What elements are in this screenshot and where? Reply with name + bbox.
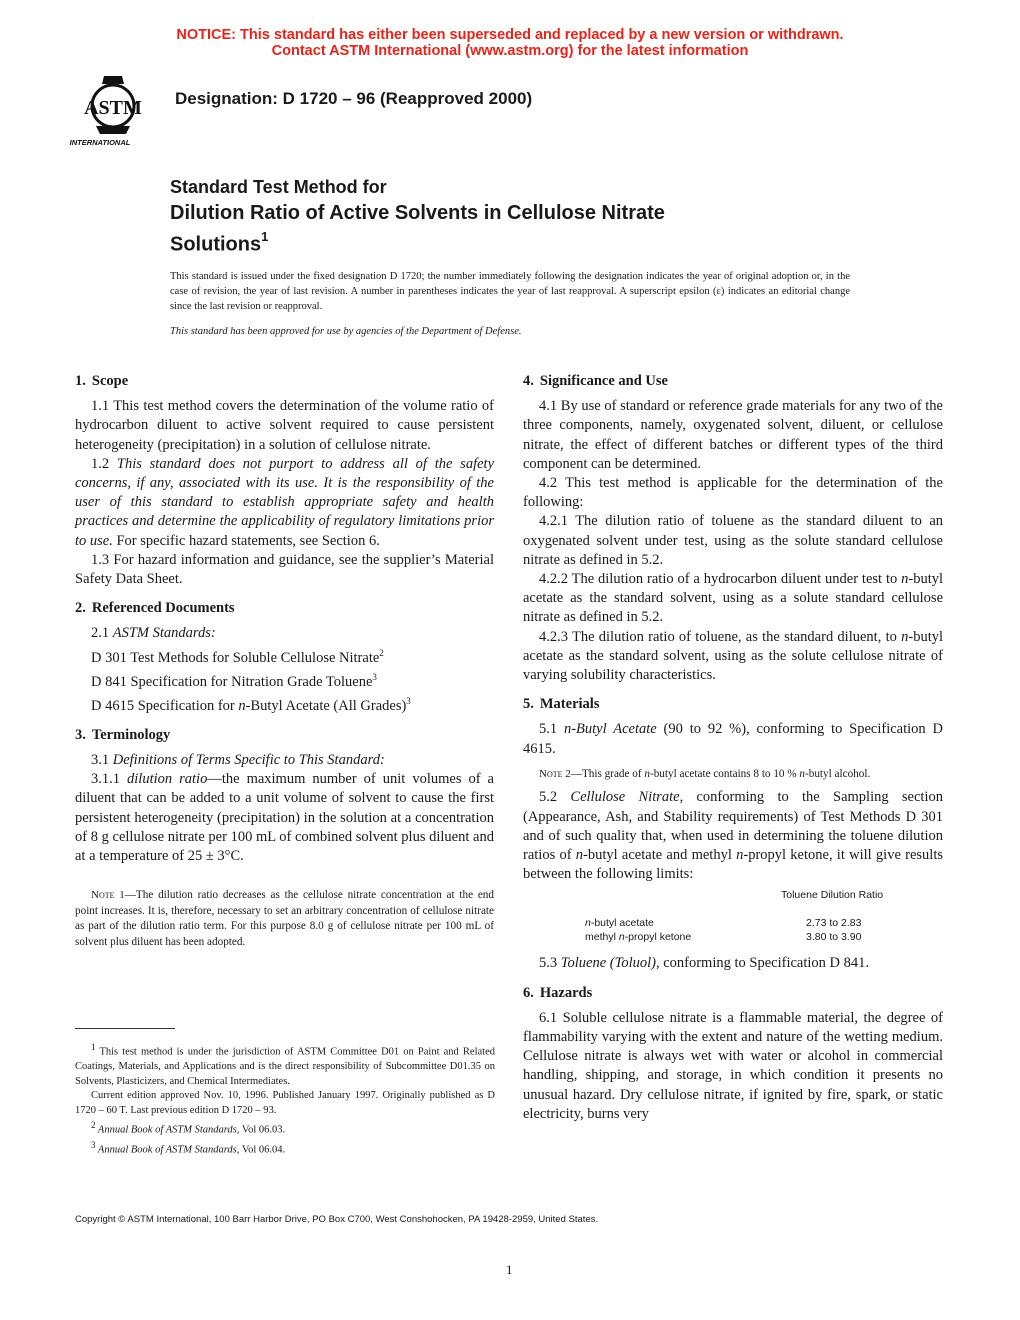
- astm-logo: [64, 72, 164, 152]
- para-3-1-1: 3.1.1 dilution ratio—the maximum number of unit volumes of a diluent that can be added to a unit volume of solvent to cause the first persistent heterogeneity (precipitation) in the solution at a concentration of 8 g cellulose nitrate per 100 mL of combined solvent plus diluent and at a temperature of 25 ± 3°C.: [75, 771, 494, 864]
- para-5-2: 5.2 Cellulose Nitrate, conforming to the Sampling section (Appearance, Ash, and Stability requirements) of Test Methods D 301 and of such quality that, when used in determining the toluene dilution ratios of n-butyl acetate and methyl n-propyl ketone, it will give results between the following limits:: [523, 789, 943, 883]
- table-row: methyl n-propyl ketone 3.80 to 3.90: [585, 931, 862, 944]
- section-heading-terminology: 3. Terminology: [75, 726, 171, 743]
- note-2: Note 2—This grade of n-butyl acetate contains 8 to 10 % n-butyl alcohol.: [539, 767, 871, 780]
- section-heading-hazards: 6. Hazards: [523, 984, 593, 1001]
- para-1-3: 1.3 For hazard information and guidance, see the supplier’s Material Safety Data Sheet.: [75, 551, 494, 588]
- title-line-1: Standard Test Method for: [170, 177, 387, 197]
- para-5-1: 5.1 n-Butyl Acetate (90 to 92 %), conforming to Specification D 4615.: [523, 721, 943, 757]
- reference-d301: D 301 Test Methods for Soluble Cellulose Nitrate$^2$: [91, 647, 384, 666]
- notice-line-2: Contact ASTM International (www.astm.org) for the latest information: [271, 43, 749, 59]
- title-line-3: Solutions: [170, 233, 262, 256]
- para-5-3: 5.3 Toluene (Toluol), conforming to Specification D 841.: [539, 955, 869, 972]
- title-footnote-mark: 1: [261, 229, 269, 244]
- page-number: 1: [506, 1262, 513, 1277]
- section-heading-significance: 4. Significance and Use: [523, 373, 668, 389]
- section-heading-materials: 5. Materials: [523, 696, 600, 713]
- dilution-ratio-table: [523, 888, 943, 944]
- reference-d4615: D 4615 Specification for n-Butyl Acetate (All Grades)$^3$: [91, 695, 411, 714]
- para-1-1: 1.1 This test method covers the determination of the volume ratio of hydrocarbon diluent to active solvent required to cause persistent heterogeneity (precipitation) in a solution of cellulose nitrate.: [75, 398, 494, 453]
- left-column: [75, 372, 494, 951]
- footnote-3: $^3$ Annual Book of ASTM Standards, Vol 06.04.: [91, 1140, 286, 1156]
- copyright: Copyright © ASTM International, 100 Barr Harbor Drive, PO Box C700, West Conshohocken, PA 19428-2959, United States.: [75, 1214, 599, 1225]
- logo-text: INTERNATIONAL: [69, 138, 131, 147]
- footnote-1: $^1$ This test method is under the jurisdiction of ASTM Committee D01 on Paint and Related Coatings, Materials, and Applications and is the direct responsibility of Subcommittee D01.35 on Solvents, Plasticizers, and Chemical Intermediates.: [75, 1042, 495, 1087]
- table-row: n-butyl acetate 2.73 to 2.83: [585, 917, 862, 930]
- document-title: [170, 174, 665, 258]
- para-4-2-1: 4.2.1 The dilution ratio of toluene as the standard diluent to an oxygenated solvent under test, using as the solute standard cellulose nitrate as defined in 5.2.: [523, 513, 943, 568]
- reference-d841: D 841 Specification for Nitration Grade Toluene$^3$: [91, 671, 377, 690]
- right-column: [523, 372, 943, 1124]
- footnote-rule: [75, 1028, 175, 1029]
- notice-line-1: NOTICE: This standard has either been superseded and replaced by a new version or withdrawn.: [176, 27, 844, 43]
- para-4-2-3: 4.2.3 The dilution ratio of toluene, as the standard diluent, to n-butyl acetate as the standard solvent, using as the solute cellulose nitrate of varying solubility characteristics.: [523, 628, 943, 684]
- section-heading-scope: 1. Scope: [75, 373, 129, 389]
- note-1: Note 1—The dilution ratio decreases as the cellulose nitrate concentration at the end point increases. It is, therefore, necessary to set an arbitrary concentration of cellulose nitrate as part of the dilution ratio term. For this purpose 8.0 g of cellulose nitrate per 100 mL of solvent plus diluent has been adopted.: [75, 889, 494, 948]
- issued-statement: This standard is issued under the fixed designation D 1720; the number immediately following the designation indicates the year of original adoption or, in the case of revision, the year of last revision. A number in parentheses indicates the year of last reapproval. A superscript epsilon (ε) indicates an editorial change since the last revision or reapproval.: [170, 271, 850, 312]
- footnote-2: $^2$ Annual Book of ASTM Standards, Vol 06.03.: [91, 1120, 286, 1136]
- designation: Designation: D 1720 – 96 (Reapproved 2000): [175, 89, 533, 108]
- para-4-2-2: 4.2.2 The dilution ratio of a hydrocarbon diluent under test to n-butyl acetate as the standard solvent, using as a solute standard cellulose nitrate as defined in 5.2.: [523, 571, 943, 626]
- para-3-1: 3.1 Definitions of Terms Specific to This Standard:: [91, 751, 385, 768]
- title-line-2: Dilution Ratio of Active Solvents in Cellulose Nitrate: [170, 202, 665, 224]
- logo-letters: ASTM: [84, 97, 142, 119]
- approved-statement: This standard has been approved for use by agencies of the Department of Defense.: [170, 326, 522, 337]
- footnote-1-continued: Current edition approved Nov. 10, 1996. Published January 1997. Originally published as D 1720 – 60 T. Last previous edition D 1720 – 93.: [75, 1090, 495, 1116]
- footnotes: [75, 1040, 495, 1158]
- para-4-1: 4.1 By use of standard or reference grade materials for any two of the three components, namely, oxygenated solvent, diluent, or cellulose nitrate, the effect of different batches or different types of the third component can be determined.: [523, 398, 943, 472]
- para-4-2: 4.2 This test method is applicable for the determination of the following:: [523, 475, 943, 511]
- para-2-1: 2.1 ASTM Standards:: [91, 625, 216, 642]
- para-1-2: 1.2 This standard does not purport to address all of the safety concerns, if any, associated with its use. It is the responsibility of the user of this standard to establish appropriate safety and health practices and determine the applicability of regulatory limitations prior to use. For specific hazard statements, see Section 6.: [75, 455, 495, 549]
- section-heading-referenced-documents: 2. Referenced Documents: [75, 600, 235, 617]
- para-6-1: 6.1 Soluble cellulose nitrate is a flammable material, the degree of flammability varying with the extent and nature of the wetting medium. Cellulose nitrate is always wet with water or alcohol in commercial handling, shipping, and storage, in which condition it presents no unusual hazard. Dry cellulose nitrate, if ignited by fire, spark, or static electricity, burns very: [523, 1009, 943, 1122]
- table-header: Toluene Dilution Ratio: [781, 889, 884, 902]
